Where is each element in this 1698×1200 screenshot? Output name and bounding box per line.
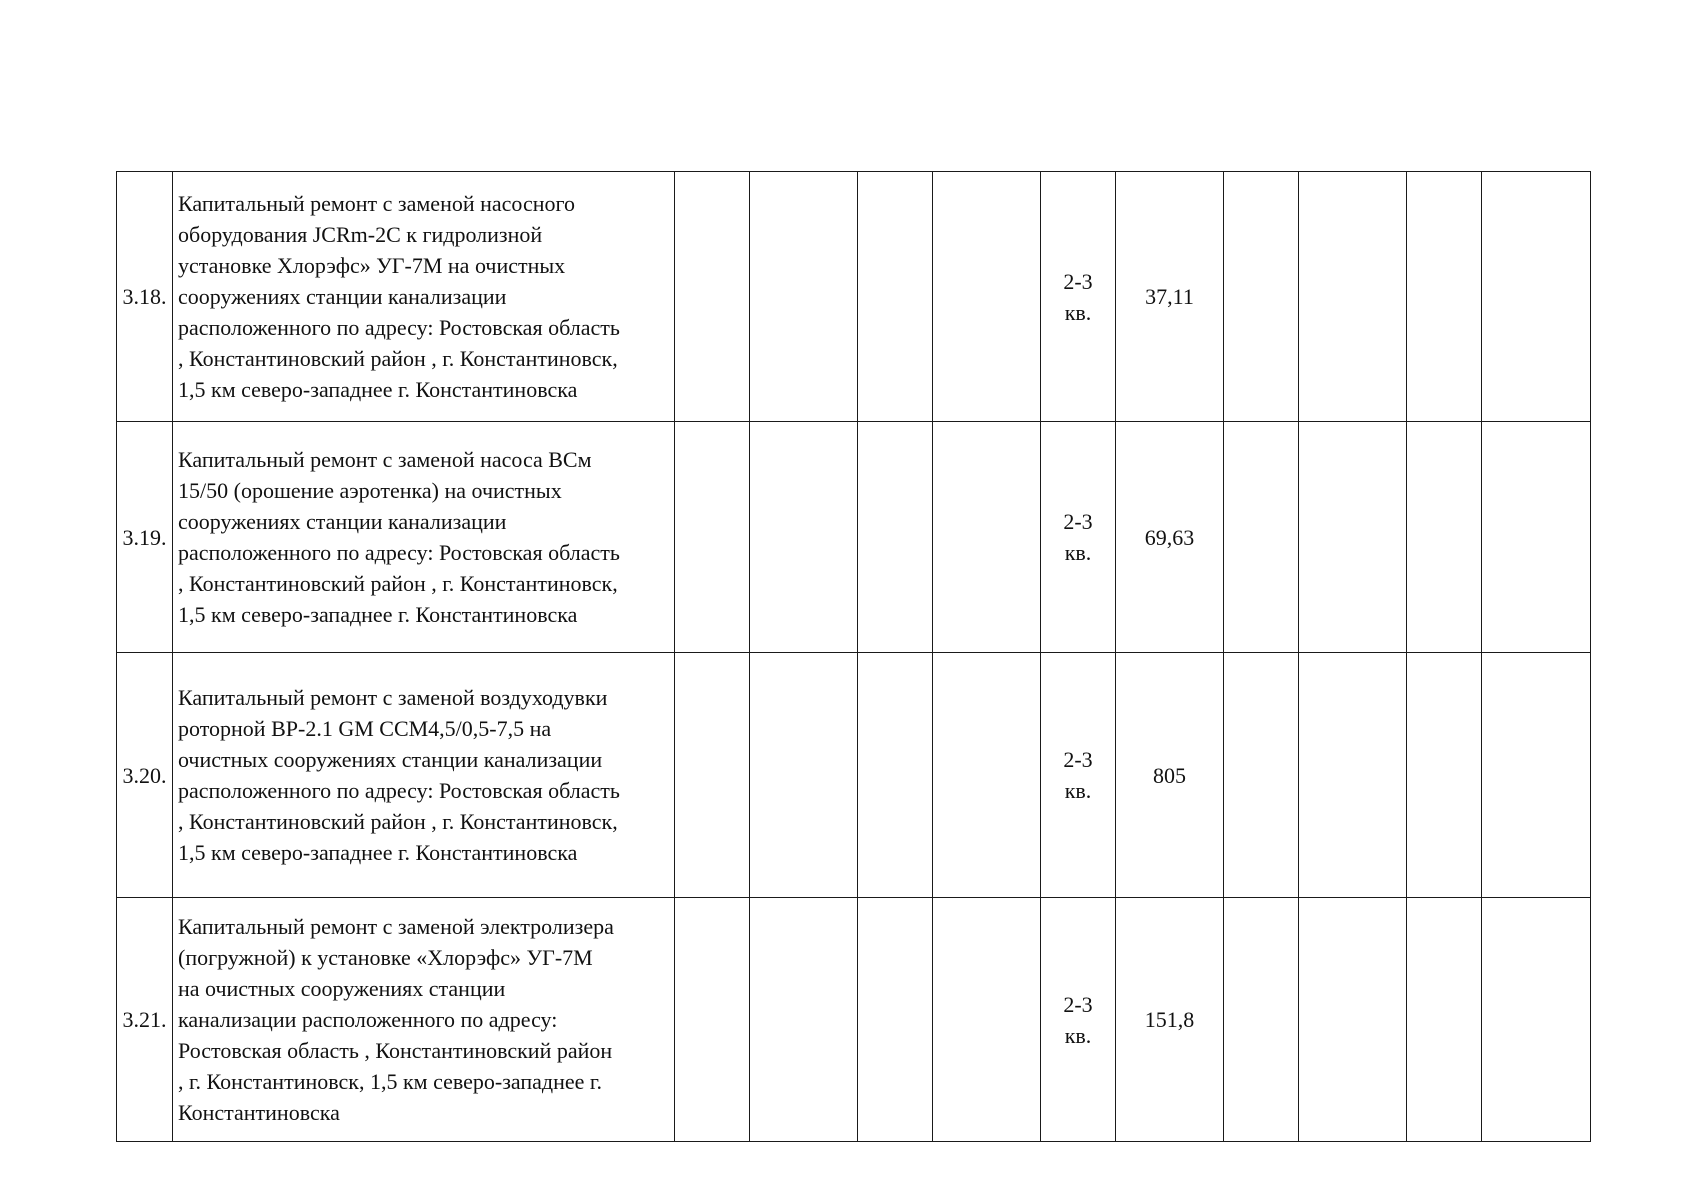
- item-amount: 37,11: [1116, 172, 1224, 422]
- empty-cell: [1299, 172, 1407, 422]
- empty-cell: [675, 172, 750, 422]
- item-amount: 69,63: [1116, 422, 1224, 653]
- empty-cell: [750, 422, 858, 653]
- table-row: [117, 422, 1591, 653]
- empty-cell: [858, 898, 933, 1142]
- item-description: Капитальный ремонт с заменой насосного оборудования JCRm-2C к гидролизной установке Хлорэфс» УГ-7М на очистных сооружениях станции канализации расположенного по адресу: Ростовская область , Константиновский район , г. Константиновск, 1,5 км северо-западнее г. Константиновска: [173, 172, 675, 422]
- item-period: 2-3 кв.: [1041, 422, 1116, 653]
- empty-cell: [858, 653, 933, 898]
- empty-cell: [1224, 653, 1299, 898]
- empty-cell: [933, 653, 1041, 898]
- empty-cell: [1407, 172, 1482, 422]
- item-period: 2-3 кв.: [1041, 172, 1116, 422]
- table-row: [117, 653, 1591, 898]
- table-row: [117, 898, 1591, 1142]
- empty-cell: [858, 422, 933, 653]
- empty-cell: [675, 422, 750, 653]
- empty-cell: [1407, 898, 1482, 1142]
- empty-cell: [750, 172, 858, 422]
- empty-cell: [1482, 898, 1591, 1142]
- empty-cell: [1224, 172, 1299, 422]
- item-amount: 805: [1116, 653, 1224, 898]
- empty-cell: [933, 172, 1041, 422]
- item-number: 3.20.: [117, 653, 173, 898]
- item-number: 3.18.: [117, 172, 173, 422]
- item-description: Капитальный ремонт с заменой электролизера (погружной) к установке «Хлорэфс» УГ-7М на очистных сооружениях станции канализации расположенного по адресу: Ростовская область , Константиновский район , г. Константиновск, 1,5 км северо-западнее г. Константиновска: [173, 898, 675, 1142]
- empty-cell: [858, 172, 933, 422]
- empty-cell: [1299, 422, 1407, 653]
- empty-cell: [1482, 172, 1591, 422]
- item-description: Капитальный ремонт с заменой воздуходувки роторной ВР-2.1 GM CCM4,5/0,5-7,5 на очистных сооружениях станции канализации расположенного по адресу: Ростовская область , Константиновский район , г. Константиновск, 1,5 км северо-западнее г. Константиновска: [173, 653, 675, 898]
- item-description: Капитальный ремонт с заменой насоса ВСм 15/50 (орошение аэротенка) на очистных сооружениях станции канализации расположенного по адресу: Ростовская область , Константиновский район , г. Константиновск, 1,5 км северо-западнее г. Константиновска: [173, 422, 675, 653]
- empty-cell: [1224, 898, 1299, 1142]
- item-number: 3.19.: [117, 422, 173, 653]
- empty-cell: [1224, 422, 1299, 653]
- item-period: 2-3 кв.: [1041, 898, 1116, 1142]
- empty-cell: [750, 898, 858, 1142]
- table-row: [117, 172, 1591, 422]
- empty-cell: [1407, 422, 1482, 653]
- empty-cell: [750, 653, 858, 898]
- empty-cell: [1299, 898, 1407, 1142]
- item-amount: 151,8: [1116, 898, 1224, 1142]
- empty-cell: [1482, 422, 1591, 653]
- item-number: 3.21.: [117, 898, 173, 1142]
- empty-cell: [933, 422, 1041, 653]
- empty-cell: [675, 653, 750, 898]
- empty-cell: [933, 898, 1041, 1142]
- empty-cell: [1407, 653, 1482, 898]
- empty-cell: [675, 898, 750, 1142]
- empty-cell: [1482, 653, 1591, 898]
- empty-cell: [1299, 653, 1407, 898]
- repair-plan-table: [116, 171, 1591, 1142]
- item-period: 2-3 кв.: [1041, 653, 1116, 898]
